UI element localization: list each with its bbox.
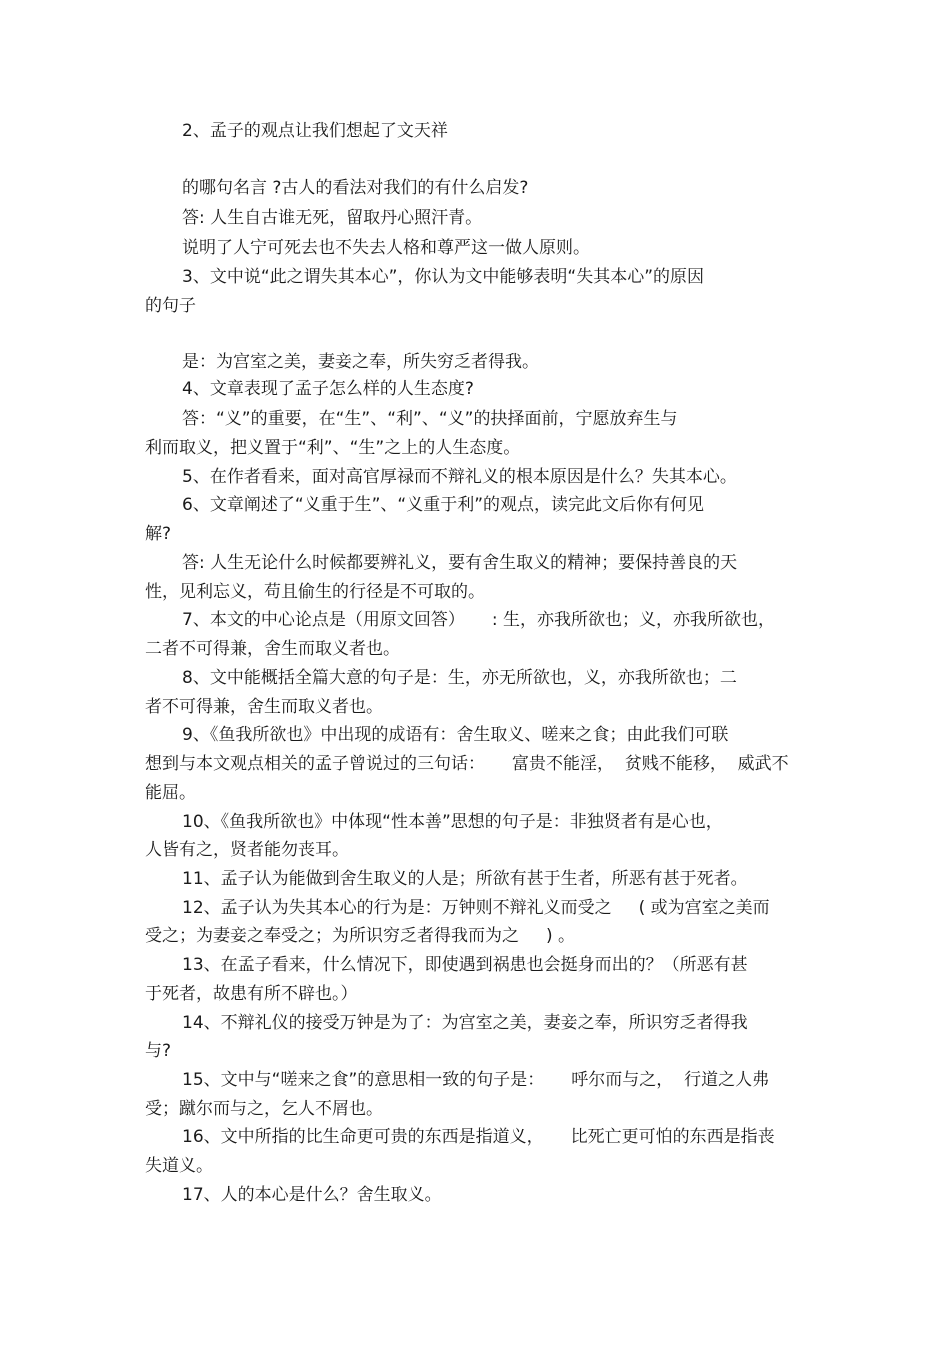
text-line: 说明了人宁可死去也不失去人格和尊严这一做人原则。	[182, 238, 590, 258]
text-line: 能屈。	[145, 783, 196, 803]
text-line: 11、孟子认为能做到舍生取义的人是；所欲有甚于生者，所恶有甚于死者。	[182, 869, 748, 889]
text-line: 14、不辩礼仪的接受万钟是为了：为宫室之美，妻妾之奉，所识穷乏者得我	[182, 1013, 748, 1033]
text-line: 解?	[145, 524, 172, 544]
text-line: 17、人的本心是什么？舍生取义。	[182, 1185, 442, 1205]
text-line: 8、文中能概括全篇大意的句子是：生，亦无所欲也，义，亦我所欲也；二	[182, 668, 737, 688]
text-line: 7、本文的中心论点是（用原文回答） : 生，亦我所欲也；义，亦我所欲也，	[182, 610, 775, 630]
text-line: 二者不可得兼，舍生而取义者也。	[145, 639, 400, 659]
text-line: 的哪句名言 ?古人的看法对我们的有什么启发?	[182, 178, 529, 198]
text-line: 10、《鱼我所欲也》中体现“性本善”思想的句子是：非独贤者有是心也，	[182, 812, 723, 832]
text-line: 的句子	[145, 296, 196, 316]
text-line: 3、文中说“此之谓失其本心”，你认为文中能够表明“失其本心”的原因	[182, 267, 705, 287]
text-line: 12、孟子认为失其本心的行为是：万钟则不辩礼义而受之 ( 或为宫室之美而	[182, 898, 770, 918]
text-line: 受之；为妻妾之奉受之；为所识穷乏者得我而为之 ) 。	[145, 926, 576, 946]
text-line: 4、文章表现了孟子怎么样的人生态度?	[182, 379, 474, 399]
text-line: 16、文中所指的比生命更可贵的东西是指道义， 比死亡更可怕的东西是指丧	[182, 1127, 775, 1147]
text-line: 答: 人生自古谁无死，留取丹心照汗青。	[182, 208, 483, 228]
text-line: 答: 人生无论什么时候都要辨礼义，要有舍生取义的精神；要保持善良的天	[182, 553, 738, 573]
text-line: 性，见利忘义，苟且偷生的行径是不可取的。	[145, 582, 485, 602]
text-line: 2、孟子的观点让我们想起了文天祥	[182, 121, 448, 141]
text-line: 是：为宫室之美，妻妾之奉，所失穷乏者得我。	[182, 352, 539, 372]
text-line: 9、《鱼我所欲也》中出现的成语有：舍生取义、嗟来之食；由此我们可联	[182, 725, 729, 745]
text-line: 人皆有之，贤者能勿丧耳。	[145, 840, 349, 860]
text-line: 者不可得兼，舍生而取义者也。	[145, 697, 383, 717]
text-line: 6、文章阐述了“义重于生”、“义重于利”的观点，读完此文后你有何见	[182, 495, 705, 515]
text-line: 15、文中与“嗟来之食”的意思相一致的句子是： 呼尔而与之， 行道之人弗	[182, 1070, 770, 1090]
text-line: 受；蹴尔而与之，乞人不屑也。	[145, 1099, 383, 1119]
text-line: 于死者，故患有所不辟也。）	[145, 984, 358, 1004]
text-line: 利而取义，把义置于“利”、“生”之上的人生态度。	[145, 438, 521, 458]
text-line: 失道义。	[145, 1156, 213, 1176]
text-line: 13、在孟子看来，什么情况下，即使遇到祸患也会挺身而出的？（所恶有甚	[182, 955, 748, 975]
text-line: 与?	[145, 1041, 172, 1061]
text-line: 5、在作者看来，面对高官厚禄而不辩礼义的根本原因是什么？失其本心。	[182, 467, 737, 487]
text-line: 想到与本文观点相关的孟子曾说过的三句话： 富贵不能淫， 贫贱不能移， 威武不	[145, 754, 789, 774]
text-line: 答：“义”的重要，在“生”、“利”、“义”的抉择面前，宁愿放弃生与	[182, 409, 678, 429]
